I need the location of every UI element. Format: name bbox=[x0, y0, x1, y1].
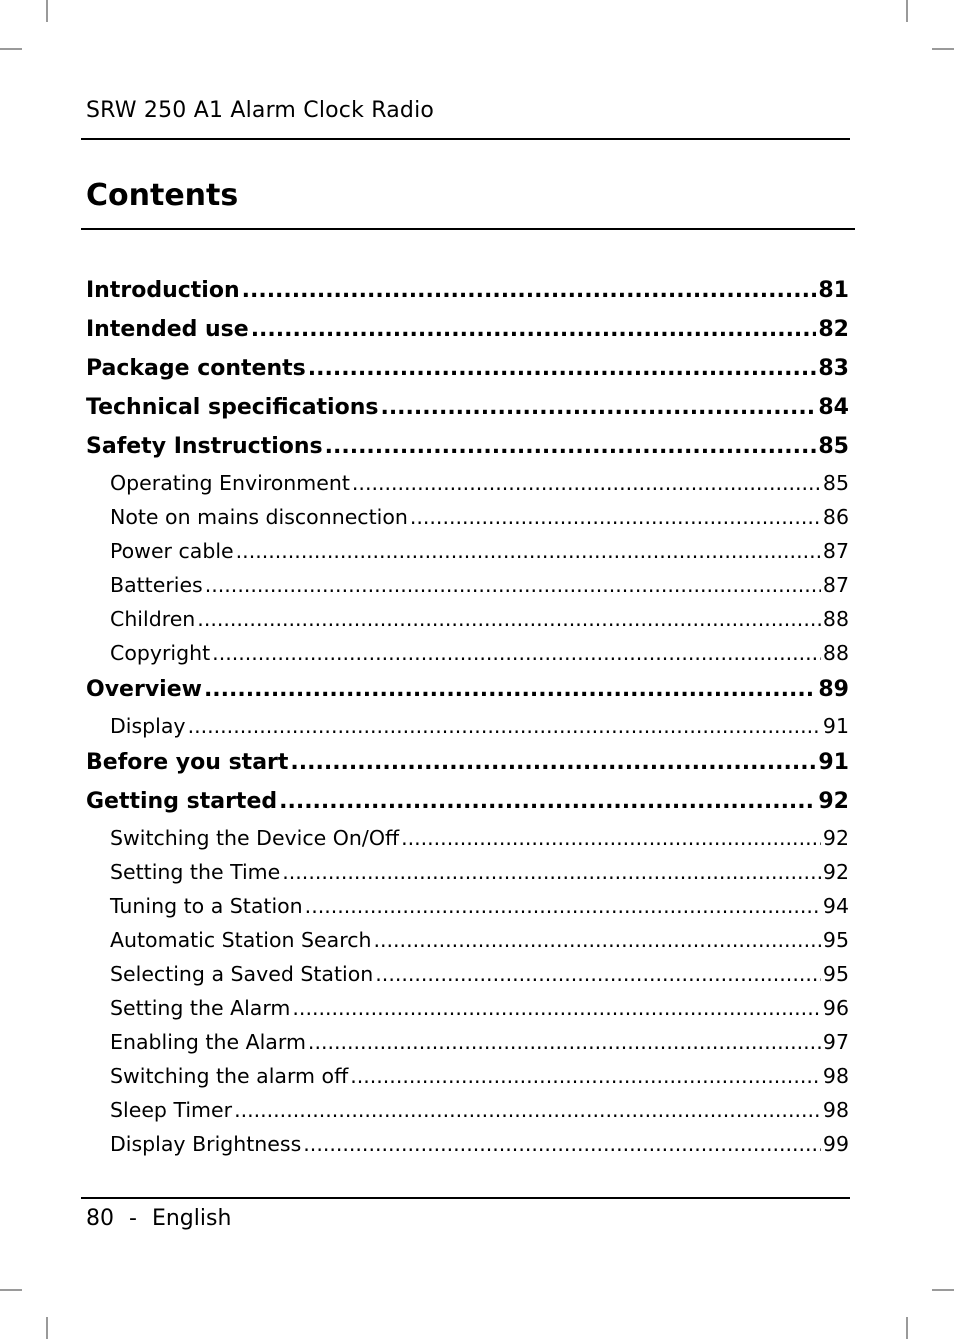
toc-chapter-entry[interactable] bbox=[86, 271, 849, 310]
toc-entry-label: Copyright bbox=[110, 641, 211, 665]
crop-mark bbox=[0, 1289, 22, 1291]
toc-entry-page-number: 82 bbox=[818, 317, 849, 342]
toc-entry-page-number: 99 bbox=[822, 1132, 849, 1156]
toc-dot-leader bbox=[373, 923, 820, 957]
toc-section-entry[interactable] bbox=[86, 568, 849, 602]
toc-dot-leader bbox=[350, 1059, 821, 1093]
toc-entry-page-number: 83 bbox=[818, 356, 849, 381]
toc-dot-leader bbox=[352, 466, 821, 500]
toc-section-entry[interactable] bbox=[86, 991, 849, 1025]
crop-mark bbox=[906, 1317, 908, 1339]
toc-chapter-entry[interactable] bbox=[86, 782, 849, 821]
toc-entry-label: Enabling the Alarm bbox=[110, 1030, 306, 1054]
toc-entry-page-number: 87 bbox=[822, 539, 849, 563]
toc-entry-page-number: 92 bbox=[822, 826, 849, 850]
toc-section-entry[interactable] bbox=[86, 1059, 849, 1093]
toc-chapter-entry[interactable] bbox=[86, 743, 849, 782]
toc-entry-page-number: 94 bbox=[822, 894, 849, 918]
toc-section-entry[interactable] bbox=[86, 957, 849, 991]
toc-entry-page-number: 98 bbox=[822, 1064, 849, 1088]
toc-section-entry[interactable] bbox=[86, 1127, 849, 1161]
title-rule bbox=[81, 228, 855, 230]
toc-section-entry[interactable] bbox=[86, 636, 849, 670]
toc-entry-page-number: 92 bbox=[822, 860, 849, 884]
toc-entry-label: Intended use bbox=[86, 317, 249, 342]
toc-dot-leader bbox=[308, 349, 817, 388]
crop-mark bbox=[46, 0, 48, 22]
table-of-contents bbox=[86, 271, 849, 1161]
toc-entry-label: Power cable bbox=[110, 539, 234, 563]
toc-dot-leader bbox=[401, 821, 821, 855]
crop-mark bbox=[46, 1317, 48, 1339]
toc-dot-leader bbox=[236, 534, 821, 568]
toc-entry-page-number: 91 bbox=[822, 714, 849, 738]
toc-entry-label: Selecting a Saved Station bbox=[110, 962, 374, 986]
toc-chapter-entry[interactable] bbox=[86, 427, 849, 466]
toc-dot-leader bbox=[212, 636, 821, 670]
toc-entry-page-number: 88 bbox=[822, 607, 849, 631]
toc-chapter-entry[interactable] bbox=[86, 388, 849, 427]
toc-dot-leader bbox=[375, 957, 821, 991]
toc-entry-label: Safety Instructions bbox=[86, 434, 323, 459]
toc-entry-page-number: 85 bbox=[822, 471, 849, 495]
toc-entry-label: Note on mains disconnection bbox=[110, 505, 408, 529]
toc-dot-leader bbox=[303, 1127, 821, 1161]
toc-entry-label: Switching the alarm off bbox=[110, 1064, 349, 1088]
toc-section-entry[interactable] bbox=[86, 1093, 849, 1127]
toc-entry-label: Switching the Device On/Off bbox=[110, 826, 400, 850]
toc-entry-label: Sleep Timer bbox=[110, 1098, 233, 1122]
crop-mark bbox=[0, 48, 22, 50]
toc-section-entry[interactable] bbox=[86, 534, 849, 568]
toc-dot-leader bbox=[308, 1025, 821, 1059]
toc-entry-page-number: 91 bbox=[818, 750, 849, 775]
footer-separator: - bbox=[129, 1206, 137, 1231]
toc-entry-label: Overview bbox=[86, 677, 202, 702]
crop-mark bbox=[932, 1289, 954, 1291]
toc-entry-page-number: 95 bbox=[822, 928, 849, 952]
footer-language: English bbox=[151, 1206, 232, 1231]
toc-entry-page-number: 81 bbox=[818, 278, 849, 303]
toc-entry-label: Display Brightness bbox=[110, 1132, 302, 1156]
toc-chapter-entry[interactable] bbox=[86, 670, 849, 709]
toc-chapter-entry[interactable] bbox=[86, 349, 849, 388]
toc-entry-page-number: 84 bbox=[818, 395, 849, 420]
toc-dot-leader bbox=[251, 310, 817, 349]
toc-section-entry[interactable] bbox=[86, 855, 849, 889]
footer-page-number: 80 bbox=[86, 1206, 114, 1231]
toc-entry-label: Setting the Time bbox=[110, 860, 281, 884]
toc-entry-label: Operating Environment bbox=[110, 471, 350, 495]
toc-section-entry[interactable] bbox=[86, 500, 849, 534]
toc-entry-label: Before you start bbox=[86, 750, 289, 775]
toc-chapter-entry[interactable] bbox=[86, 310, 849, 349]
toc-dot-leader bbox=[292, 991, 821, 1025]
toc-section-entry[interactable] bbox=[86, 923, 849, 957]
toc-entry-label: Display bbox=[110, 714, 186, 738]
toc-entry-label: Technical specifications bbox=[86, 395, 379, 420]
document-header-title: SRW 250 A1 Alarm Clock Radio bbox=[86, 98, 435, 123]
toc-entry-label: Getting started bbox=[86, 789, 278, 814]
toc-dot-leader bbox=[410, 500, 821, 534]
toc-dot-leader bbox=[380, 388, 816, 427]
crop-mark bbox=[932, 48, 954, 50]
toc-entry-page-number: 85 bbox=[818, 434, 849, 459]
crop-mark bbox=[906, 0, 908, 22]
toc-entry-page-number: 89 bbox=[818, 677, 849, 702]
toc-entry-label: Package contents bbox=[86, 356, 306, 381]
page-title: Contents bbox=[86, 178, 239, 213]
toc-entry-label: Batteries bbox=[110, 573, 203, 597]
footer-rule bbox=[81, 1197, 850, 1199]
toc-entry-page-number: 98 bbox=[822, 1098, 849, 1122]
toc-dot-leader bbox=[305, 889, 821, 923]
toc-dot-leader bbox=[290, 743, 816, 782]
toc-dot-leader bbox=[279, 782, 816, 821]
toc-entry-page-number: 96 bbox=[822, 996, 849, 1020]
toc-dot-leader bbox=[242, 271, 817, 310]
toc-dot-leader bbox=[204, 670, 816, 709]
toc-section-entry[interactable] bbox=[86, 466, 849, 500]
toc-entry-label: Setting the Alarm bbox=[110, 996, 291, 1020]
toc-dot-leader bbox=[234, 1093, 821, 1127]
toc-section-entry[interactable] bbox=[86, 709, 849, 743]
toc-section-entry[interactable] bbox=[86, 821, 849, 855]
toc-section-entry[interactable] bbox=[86, 1025, 849, 1059]
header-rule bbox=[81, 138, 850, 140]
toc-dot-leader bbox=[325, 427, 817, 466]
toc-entry-page-number: 97 bbox=[822, 1030, 849, 1054]
toc-entry-label: Automatic Station Search bbox=[110, 928, 372, 952]
toc-entry-page-number: 87 bbox=[822, 573, 849, 597]
toc-entry-label: Tuning to a Station bbox=[110, 894, 303, 918]
toc-entry-page-number: 88 bbox=[822, 641, 849, 665]
toc-dot-leader bbox=[205, 568, 821, 602]
toc-section-entry[interactable] bbox=[86, 889, 849, 923]
toc-entry-label: Introduction bbox=[86, 278, 240, 303]
toc-entry-page-number: 95 bbox=[822, 962, 849, 986]
page-footer bbox=[86, 1206, 231, 1231]
toc-entry-label: Children bbox=[110, 607, 196, 631]
toc-dot-leader bbox=[197, 602, 821, 636]
toc-dot-leader bbox=[188, 709, 821, 743]
toc-entry-page-number: 86 bbox=[822, 505, 849, 529]
toc-section-entry[interactable] bbox=[86, 602, 849, 636]
toc-entry-page-number: 92 bbox=[818, 789, 849, 814]
toc-dot-leader bbox=[282, 855, 821, 889]
